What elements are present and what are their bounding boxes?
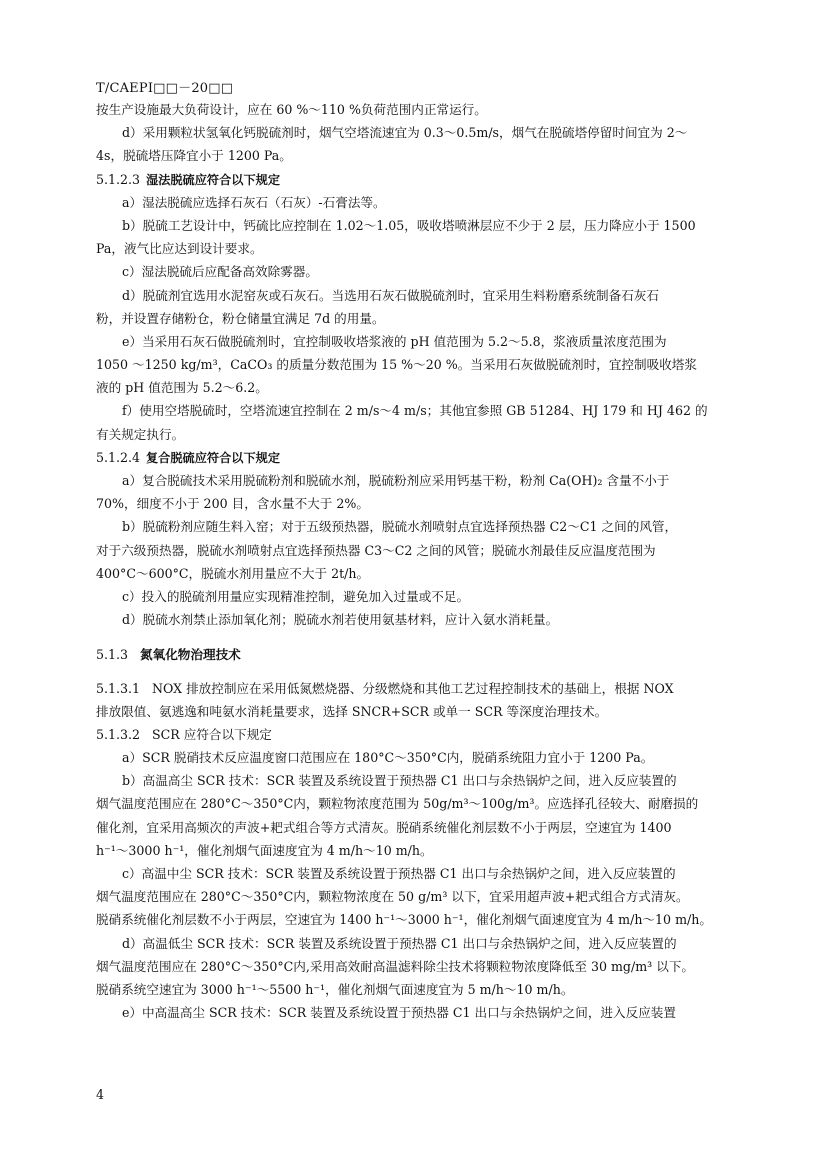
paragraph-line: 烟气温度范围应在 280°C～350°C内，颗粒物浓度在 50 g/m³ 以下，宜采用超声波+耙式组合方式清灰。 [96,889,689,905]
clause-heading [96,723,746,746]
paragraph-line: d）高温低尘 SCR 技术：SCR 装置及系统设置于预热器 C1 出口与余热锅炉之间，进入反应装置的 [122,935,677,951]
paragraph-line: 液的 pH 值范围为 5.2～6.2。 [96,380,268,396]
clause-line [96,677,746,700]
paragraph-line: d）脱硫剂宜选用水泥窑灰或石灰石。当选用石灰石做脱硫剂时，宜采用生料粉磨系统制备石灰石 [122,287,659,303]
document-body [96,98,746,1024]
paragraph-line: c）投入的脱硫剂用量应实现精准控制，避免加入过量或不足。 [122,588,470,604]
paragraph-line: a）湿法脱硫应选择石灰石（石灰）-石膏法等。 [122,194,386,210]
paragraph-line: 按生产设施最大负荷设计，应在 60 %～110 %负荷范围内正常运行。 [96,102,487,117]
paragraph-line: h⁻¹～3000 h⁻¹，催化剂烟气面速度宜为 4 m/h～10 m/h。 [96,842,433,858]
clause-number: 5.1.2.4 [96,449,141,465]
paragraph-line: 排放限值、氨逃逸和吨氨水消耗量要求，选择 SNCR+SCR 或单一 SCR 等深度治理技术。 [96,703,608,719]
paragraph-line: d）采用颗粒状氢氧化钙脱硫剂时，烟气空塔流速宜为 0.3～0.5m/s，烟气在脱硫塔停留时间宜为 2～ [122,125,688,141]
clause-title: 复合脱硫应符合以下规定 [146,450,281,465]
paragraph-line: 脱硝系统催化剂层数不小于两层，空速宜为 1400 h⁻¹～3000 h⁻¹，催化剂烟气面速度宜为 4 m/h～10 m/h。 [96,912,712,928]
paragraph-line: 400°C～600°C，脱硫水剂用量应不大于 2t/h。 [96,565,370,581]
paragraph-line: b）高温高尘 SCR 技术：SCR 装置及系统设置于预热器 C1 出口与余热锅炉之间，进入反应装置的 [122,773,677,789]
clause-heading [96,446,746,469]
clause-number: 5.1.3.2 [96,726,141,742]
paragraph-text: NOX 排放控制应在采用低氮燃烧器、分级燃烧和其他工艺过程控制技术的基础上，根据 NOX [152,680,674,696]
paragraph-line: c）高温中尘 SCR 技术：SCR 装置及系统设置于预热器 C1 出口与余热锅炉之间，进入反应装置的 [122,866,676,882]
section-title: 氮氧化物治理技术 [140,647,241,663]
paragraph-line: 70%，细度不小于 200 目，含水量不大于 2%。 [96,496,369,512]
clause-number: 5.1.2.3 [96,171,141,187]
paragraph-line: Pa，液气比应达到设计要求。 [96,241,263,257]
paragraph-line: b）脱硫粉剂应随生料入窑；对于五级预热器，脱硫水剂喷射点宜选择预热器 C2～C1 之间的风管， [122,519,678,535]
paragraph-line: e）中高温高尘 SCR 技术：SCR 装置及系统设置于预热器 C1 出口与余热锅炉之间，进入反应装置 [122,1005,676,1021]
clause-title: SCR 应符合以下规定 [152,726,272,742]
section-number: 5.1.3 [96,647,129,663]
paragraph-line: a）复合脱硫技术采用脱硫粉剂和脱硫水剂，脱硫粉剂应采用钙基干粉，粉剂 Ca(OH)₂ 含量不小于 [122,473,670,488]
paragraph-line: a）SCR 脱硝技术反应温度窗口范围应在 180°C～350°C内，脱硝系统阻力宜小于 1200 Pa。 [122,750,654,766]
page-number: 4 [96,1087,105,1102]
paragraph-line: 粉，并设置存储粉仓，粉仓储量宜满足 7d 的用量。 [96,310,385,326]
paragraph-line: 对于六级预热器，脱硫水剂喷射点宜选择预热器 C3～C2 之间的风管；脱硫水剂最佳反应温度范围为 [96,542,656,558]
paragraph-line: e）当采用石灰石做脱硫剂时，宜控制吸收塔浆液的 pH 值范围为 5.2～5.8，浆液质量浓度范围为 [122,333,667,349]
paragraph-line: c）湿法脱硫后应配备高效除雾器。 [122,264,318,280]
paragraph-line: 烟气温度范围应在 280°C～350°C内,采用高效耐高温滤料除尘技术将颗粒物浓度降低至 30 mg/m³ 以下。 [96,958,695,974]
paragraph-line: 有关规定执行。 [96,426,185,442]
paragraph-line: b）脱硫工艺设计中，钙硫比应控制在 1.02～1.05，吸收塔喷淋层应不少于 2 层，压力降应小于 1500 [122,217,696,233]
paragraph-line: 烟气温度范围应在 280°C～350°C内，颗粒物浓度范围为 50g/m³～100g/m³。应选择孔径较大、耐磨损的 [96,796,699,812]
standard-code-header: T/CAEPI□□－20□□ [96,81,234,96]
paragraph-line: f）使用空塔脱硫时，空塔流速宜控制在 2 m/s～4 m/s；其他宜参照 GB 51284、HJ 179 和 HJ 462 的 [122,403,708,419]
clause-title: 湿法脱硫应符合以下规定 [146,172,281,187]
paragraph-line: 催化剂，宜采用高频次的声波+耙式组合等方式清灰。脱硝系统催化剂层数不小于两层，空速宜为 1400 [96,819,672,835]
paragraph-line: 4s，脱硫塔压降宜小于 1200 Pa。 [96,148,292,164]
clause-number: 5.1.3.1 [96,680,141,696]
clause-heading [96,168,746,191]
paragraph-line: 1050 ～1250 kg/m³，CaCO₃ 的质量分数范围为 15 %～20 %。当采用石灰做脱硫剂时，宜控制吸收塔浆 [96,357,697,373]
section-heading [96,643,746,666]
paragraph-line: 脱硝系统空速宜为 3000 h⁻¹～5500 h⁻¹，催化剂烟气面速度宜为 5 m/h～10 m/h。 [96,981,574,997]
paragraph-line: d）脱硫水剂禁止添加氧化剂；脱硫水剂若使用氨基材料，应计入氨水消耗量。 [122,612,559,628]
